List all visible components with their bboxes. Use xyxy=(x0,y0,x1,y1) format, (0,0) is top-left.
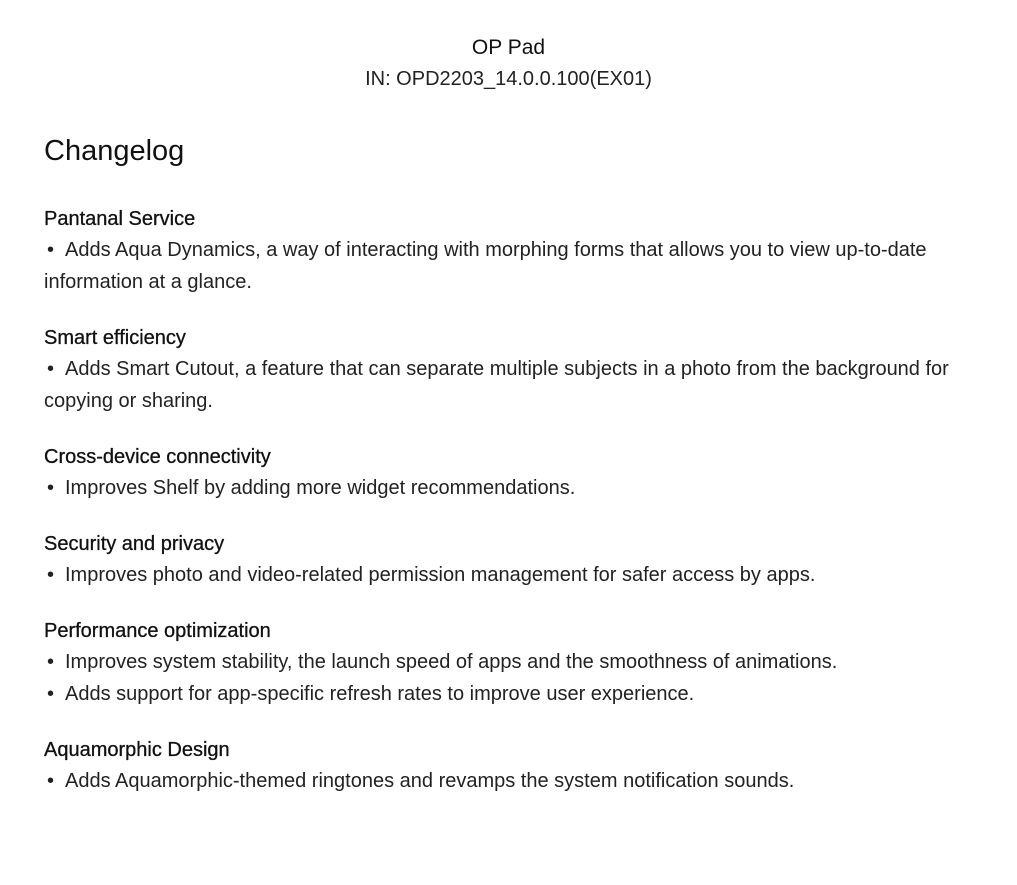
list-item xyxy=(44,234,1004,298)
bullet: • xyxy=(47,770,55,792)
section-title: Aquamorphic Design xyxy=(44,739,230,761)
bullet: • xyxy=(47,683,55,705)
bullet: • xyxy=(47,477,55,499)
device-name: OP Pad xyxy=(471,36,546,59)
section-title: Cross-device connectivity xyxy=(44,446,271,468)
bullet: • xyxy=(47,239,55,261)
section-pantanal-service xyxy=(44,204,1004,298)
bullet: • xyxy=(47,358,55,380)
changelog-sections xyxy=(44,204,1004,822)
list-item xyxy=(44,472,1004,504)
section-title: Smart efficiency xyxy=(44,327,186,349)
item-text: Adds Smart Cutout, a feature that can separate multiple subjects in a photo from the background for copying or sharing. xyxy=(44,358,949,412)
item-text: Improves system stability, the launch speed of apps and the smoothness of animations. xyxy=(65,651,838,673)
page-header xyxy=(0,34,1017,93)
item-text: Adds Aqua Dynamics, a way of interacting with morphing forms that allows you to view up-to-date information at a glance. xyxy=(44,239,927,293)
build-id: IN: OPD2203_14.0.0.100(EX01) xyxy=(365,68,652,90)
item-text: Improves photo and video-related permission management for safer access by apps. xyxy=(65,564,816,586)
bullet: • xyxy=(47,651,55,673)
section-title: Performance optimization xyxy=(44,620,271,642)
bullet: • xyxy=(47,564,55,586)
section-smart-efficiency xyxy=(44,323,1004,417)
section-title: Security and privacy xyxy=(44,533,225,555)
section-cross-device-connectivity xyxy=(44,442,1004,504)
list-item xyxy=(44,678,1004,710)
section-security-and-privacy xyxy=(44,529,1004,591)
section-aquamorphic-design xyxy=(44,735,1004,797)
section-title: Pantanal Service xyxy=(44,208,196,230)
list-item xyxy=(44,353,1004,417)
list-item xyxy=(44,765,1004,797)
list-item xyxy=(44,646,1004,678)
list-item xyxy=(44,559,1004,591)
item-text: Adds support for app-specific refresh rates to improve user experience. xyxy=(65,683,695,705)
changelog-title: Changelog xyxy=(44,135,185,167)
section-performance-optimization xyxy=(44,616,1004,710)
item-text: Improves Shelf by adding more widget recommendations. xyxy=(65,477,576,499)
item-text: Adds Aquamorphic-themed ringtones and revamps the system notification sounds. xyxy=(65,770,795,792)
